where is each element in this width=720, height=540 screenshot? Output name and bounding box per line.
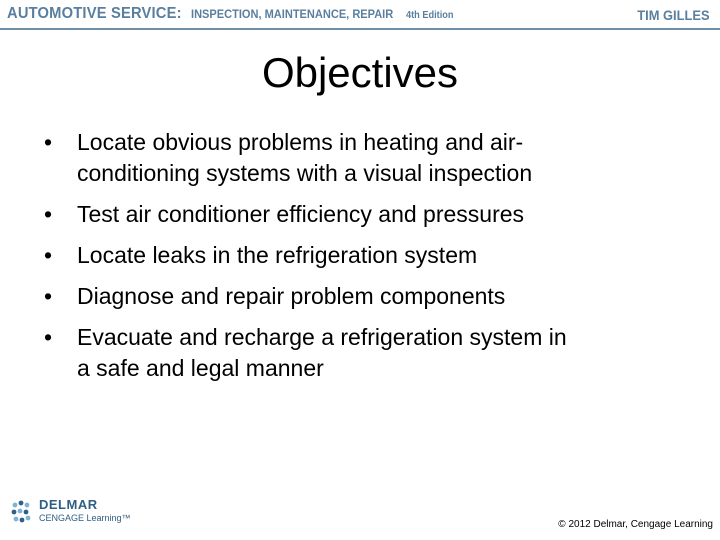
header-divider — [0, 28, 720, 30]
edition-label: 4th Edition — [405, 10, 454, 21]
trademark-symbol: ™ — [121, 513, 131, 523]
logo-cengage-text — [39, 514, 131, 523]
header-banner — [0, 0, 720, 29]
bullet-marker: • — [44, 129, 53, 155]
author-name: TIM GILLES — [637, 7, 710, 23]
bullet-marker: • — [44, 283, 53, 309]
bullet-line: Locate leaks in the refrigeration system — [77, 242, 478, 268]
list-item — [42, 240, 682, 271]
slide-title: Objectives — [261, 49, 459, 96]
list-item — [42, 199, 682, 230]
bullet-marker: • — [44, 242, 53, 268]
objectives-list — [42, 127, 682, 394]
bullet-marker: • — [44, 201, 53, 227]
copyright-notice: © 2012 Delmar, Cengage Learning — [558, 519, 713, 530]
logo-cengage-label: CENGAGE Learning — [39, 513, 122, 523]
bullet-line: Test air conditioner efficiency and pressures — [77, 201, 525, 227]
bullet-marker: • — [44, 324, 53, 350]
list-item — [42, 322, 682, 384]
series-subtitle: INSPECTION, MAINTENANCE, REPAIR — [191, 7, 394, 21]
delmar-cengage-logo-icon — [10, 499, 36, 525]
list-item — [42, 127, 682, 189]
bullet-line: conditioning systems with a visual inspection — [77, 160, 533, 186]
series-title: AUTOMOTIVE SERVICE: — [7, 5, 182, 22]
delmar-cengage-logo — [10, 497, 150, 529]
bullet-line: Locate obvious problems in heating and air- — [77, 129, 524, 155]
bullet-line: Diagnose and repair problem components — [77, 283, 506, 309]
list-item — [42, 281, 682, 312]
bullet-line: Evacuate and recharge a refrigeration system in — [77, 324, 567, 350]
bullet-line: a safe and legal manner — [77, 355, 324, 381]
book-title — [7, 6, 457, 22]
logo-delmar-text: DELMAR — [39, 497, 98, 512]
